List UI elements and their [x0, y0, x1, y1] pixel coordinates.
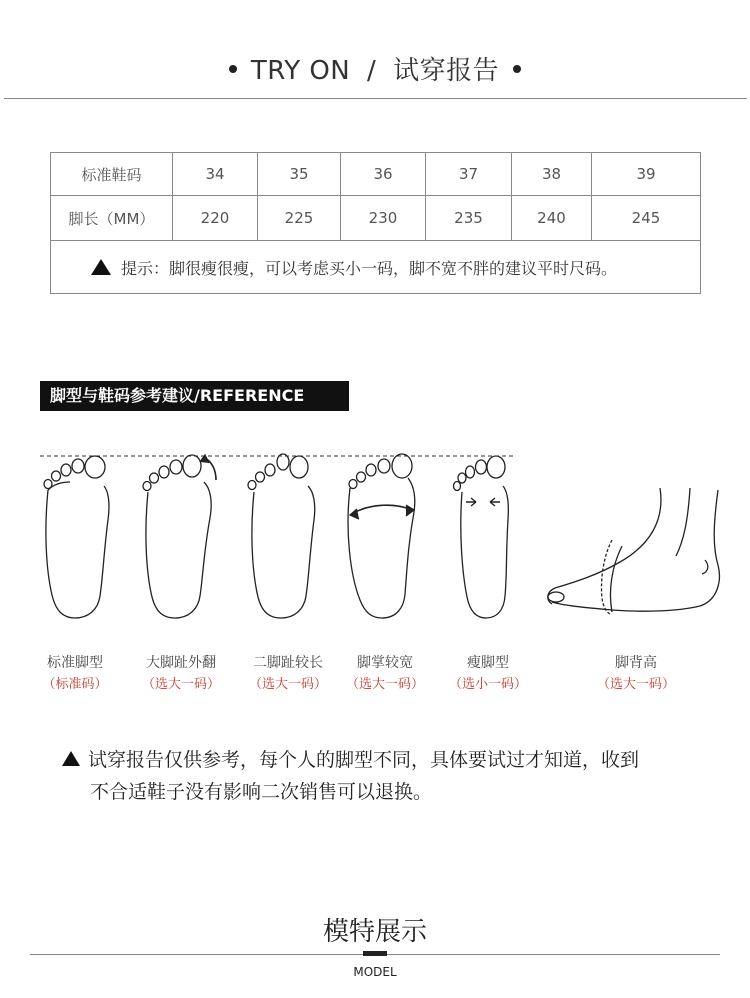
length-cell: 220: [173, 196, 258, 241]
table-row: [51, 196, 701, 241]
tip-cell: [51, 241, 701, 294]
warning-triangle-icon: [62, 751, 80, 766]
title-slash: /: [367, 56, 377, 86]
warning-triangle-icon: [91, 259, 111, 275]
size-table: [50, 152, 701, 294]
model-section-title: 模特展示: [322, 917, 427, 947]
title-cn: 试穿报告: [393, 56, 500, 86]
title-en: TRY ON: [250, 56, 351, 86]
disclaimer-note: [62, 744, 702, 808]
length-cell: 235: [426, 196, 512, 241]
table-row: [51, 153, 701, 196]
foot-note: （选小一码）: [448, 677, 527, 692]
foot-note: （选大一码）: [596, 677, 675, 692]
bullet-dot-icon: [513, 65, 521, 73]
foot-label: 标准脚型: [47, 655, 103, 671]
foot-wide-icon: [348, 454, 415, 618]
header-divider: [4, 98, 747, 99]
length-cell: 225: [258, 196, 341, 241]
length-cell: 230: [341, 196, 426, 241]
size-cell: 34: [173, 153, 258, 196]
section-title: [0, 50, 750, 87]
row-label-length: 脚长（MM）: [51, 196, 173, 241]
foot-note: （标准码）: [42, 677, 108, 692]
foot-label: 瘦脚型: [467, 655, 509, 671]
foot-note: （选大一码）: [248, 677, 327, 692]
note-line-1: 试穿报告仅供参考，每个人的脚型不同，具体要试过才知道，收到: [88, 749, 640, 771]
foot-thin-icon: [454, 456, 509, 618]
size-cell: 36: [341, 153, 426, 196]
foot-long-second-toe-icon: [248, 454, 315, 618]
foot-bunion-icon: [143, 455, 216, 618]
size-cell: 39: [592, 153, 701, 196]
size-cell: 37: [426, 153, 512, 196]
foot-label: 大脚趾外翻: [146, 655, 216, 671]
model-subtitle: MODEL: [353, 965, 397, 979]
note-line-2: 不合适鞋子没有影响二次销售可以退换。: [90, 781, 433, 803]
row-label-size: 标准鞋码: [51, 153, 173, 196]
foot-label: 脚掌较宽: [357, 655, 413, 671]
foot-high-instep-icon: [548, 488, 720, 614]
foot-label: 脚背高: [615, 655, 657, 671]
foot-note: （选大一码）: [345, 677, 424, 692]
foot-note: （选大一码）: [141, 677, 220, 692]
foot-types-illustration: [0, 440, 750, 630]
length-cell: 245: [592, 196, 701, 241]
model-divider-mark: [363, 951, 387, 956]
foot-label: 二脚趾较长: [253, 655, 323, 671]
reference-banner: 脚型与鞋码参考建议/REFERENCE: [40, 381, 349, 411]
size-cell: 35: [258, 153, 341, 196]
size-cell: 38: [512, 153, 592, 196]
foot-standard-icon: [44, 456, 109, 618]
table-row: [51, 241, 701, 294]
length-cell: 240: [512, 196, 592, 241]
tip-text: 提示：脚很瘦很瘦，可以考虑买小一码，脚不宽不胖的建议平时尺码。: [121, 258, 618, 278]
bullet-dot-icon: [229, 65, 237, 73]
